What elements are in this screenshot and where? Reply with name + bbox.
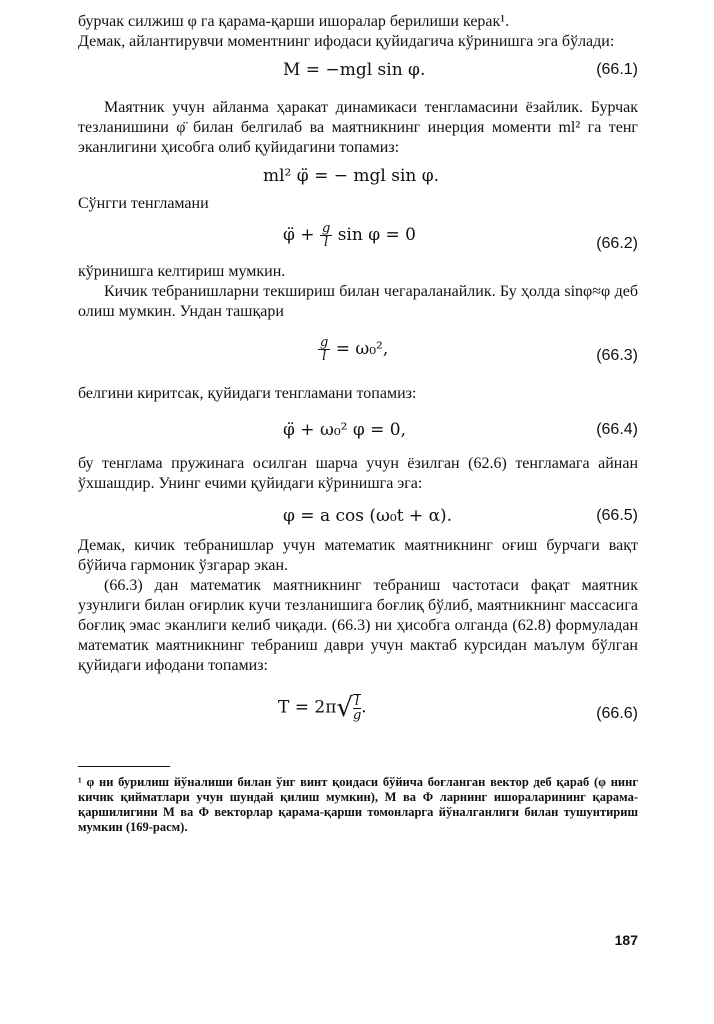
equation-formula: ml² φ̈ = − mgl sin φ.	[263, 166, 440, 186]
sqrt-sign: √ $\frac{l}{g}$	[336, 693, 362, 723]
equation-formula: $\frac{g}{l}$ = ω₀²,	[320, 335, 389, 364]
equation-formula: M = −mgl sin φ.	[283, 60, 426, 80]
equation-66-3	[78, 322, 638, 378]
footnote-divider	[78, 766, 170, 767]
footnote: ¹ φ ни бурилиш йўналиши билан ўнг винт қоидаси бўйича боғланган вектор деб қараб (φ нинг кичик қийматлари учун шундай қилиш мумкин), M ва Φ ларнинг ишораларининг қарама-қаршилигини M ва Φ векторлар қарама-қарши томонларга йўналганлиги билан тушунтириш мумкин (169-расм).	[78, 775, 638, 834]
equation-formula: φ̈ + $\frac{g}{l}$ sin φ = 0	[283, 221, 416, 250]
equation-number: (66.1)	[596, 61, 638, 78]
equation-number: (66.6)	[596, 705, 638, 722]
paragraph-dynamics: Маятник учун айланма ҳаракат динамикаси тенгламасини ёзайлик. Бурчак тезланишини φ̈ билан белгилаб ва маятникнинг инерция моменти ml² га тенг эканлигини ҳисобга олиб қуйидагини топамиз:	[78, 99, 638, 156]
paragraph-spring-analogy: бу тенглама пружинага осилган шарча учун ёзилган (62.6) тенгламага айнан ўхшашдир. Унинг ечими қуйидаги кўринишга эга:	[78, 455, 638, 492]
text-line-1: бурчак силжиш φ га қарама-қарши ишоралар берилиши керак¹.	[78, 13, 510, 30]
paragraph-form: кўринишга келтириш мумкин.	[78, 263, 286, 280]
equation-formula: φ̈ + ω₀² φ = 0,	[283, 420, 407, 440]
equation-number: (66.5)	[596, 507, 638, 524]
equation-formula: T = 2π√ $\frac{l}{g}$ .	[278, 693, 367, 723]
equation-inertia	[78, 158, 638, 194]
equation-66-2	[78, 214, 638, 262]
paragraph-last-equation: Сўнгги тенгламани	[78, 195, 209, 212]
paragraph-period: (66.3) дан математик маятникнинг тебраниш частотаси фақат маятник узунлиги билан оғирлик кучи тезланишига боғлиқ бўлиб, маятникнинг массасига боғлиқ эмас эканлиги келиб чиқади. (66.3) ни ҳисобга олганда (62.8) формуладан математик маятникнинг тебраниш даври учун мактаб курсидан маълум бўлган қуйидаги ифодани топамиз:	[78, 577, 638, 674]
equation-number: (66.3)	[596, 347, 638, 364]
paragraph-small-oscillations: Кичик тебранишларни текшириш билан чегараланайлик. Бу ҳолда sinφ≈φ деб олиш мумкин. Ундан ташқари	[78, 283, 638, 320]
equation-66-4	[78, 404, 638, 454]
page-number: 187	[614, 932, 638, 948]
equation-formula: φ = a cos (ω₀t + α).	[283, 506, 453, 526]
paragraph-harmonic: Демак, кичик тебранишлар учун математик маятникнинг оғиш бурчаги вақт бўйича гармоник ўзгарар экан.	[78, 537, 638, 574]
equation-66-6	[78, 676, 638, 736]
page-body	[78, 12, 638, 848]
equation-number: (66.4)	[596, 421, 638, 438]
equation-66-1	[78, 52, 638, 92]
equation-66-5	[78, 494, 638, 536]
text-line-2: Демак, айлантирувчи моментнинг ифодаси қуйидагича кўринишга эга бўлади:	[78, 33, 615, 50]
equation-number: (66.2)	[596, 235, 638, 252]
paragraph-notation: белгини киритсак, қуйидаги тенгламани топамиз:	[78, 385, 417, 402]
